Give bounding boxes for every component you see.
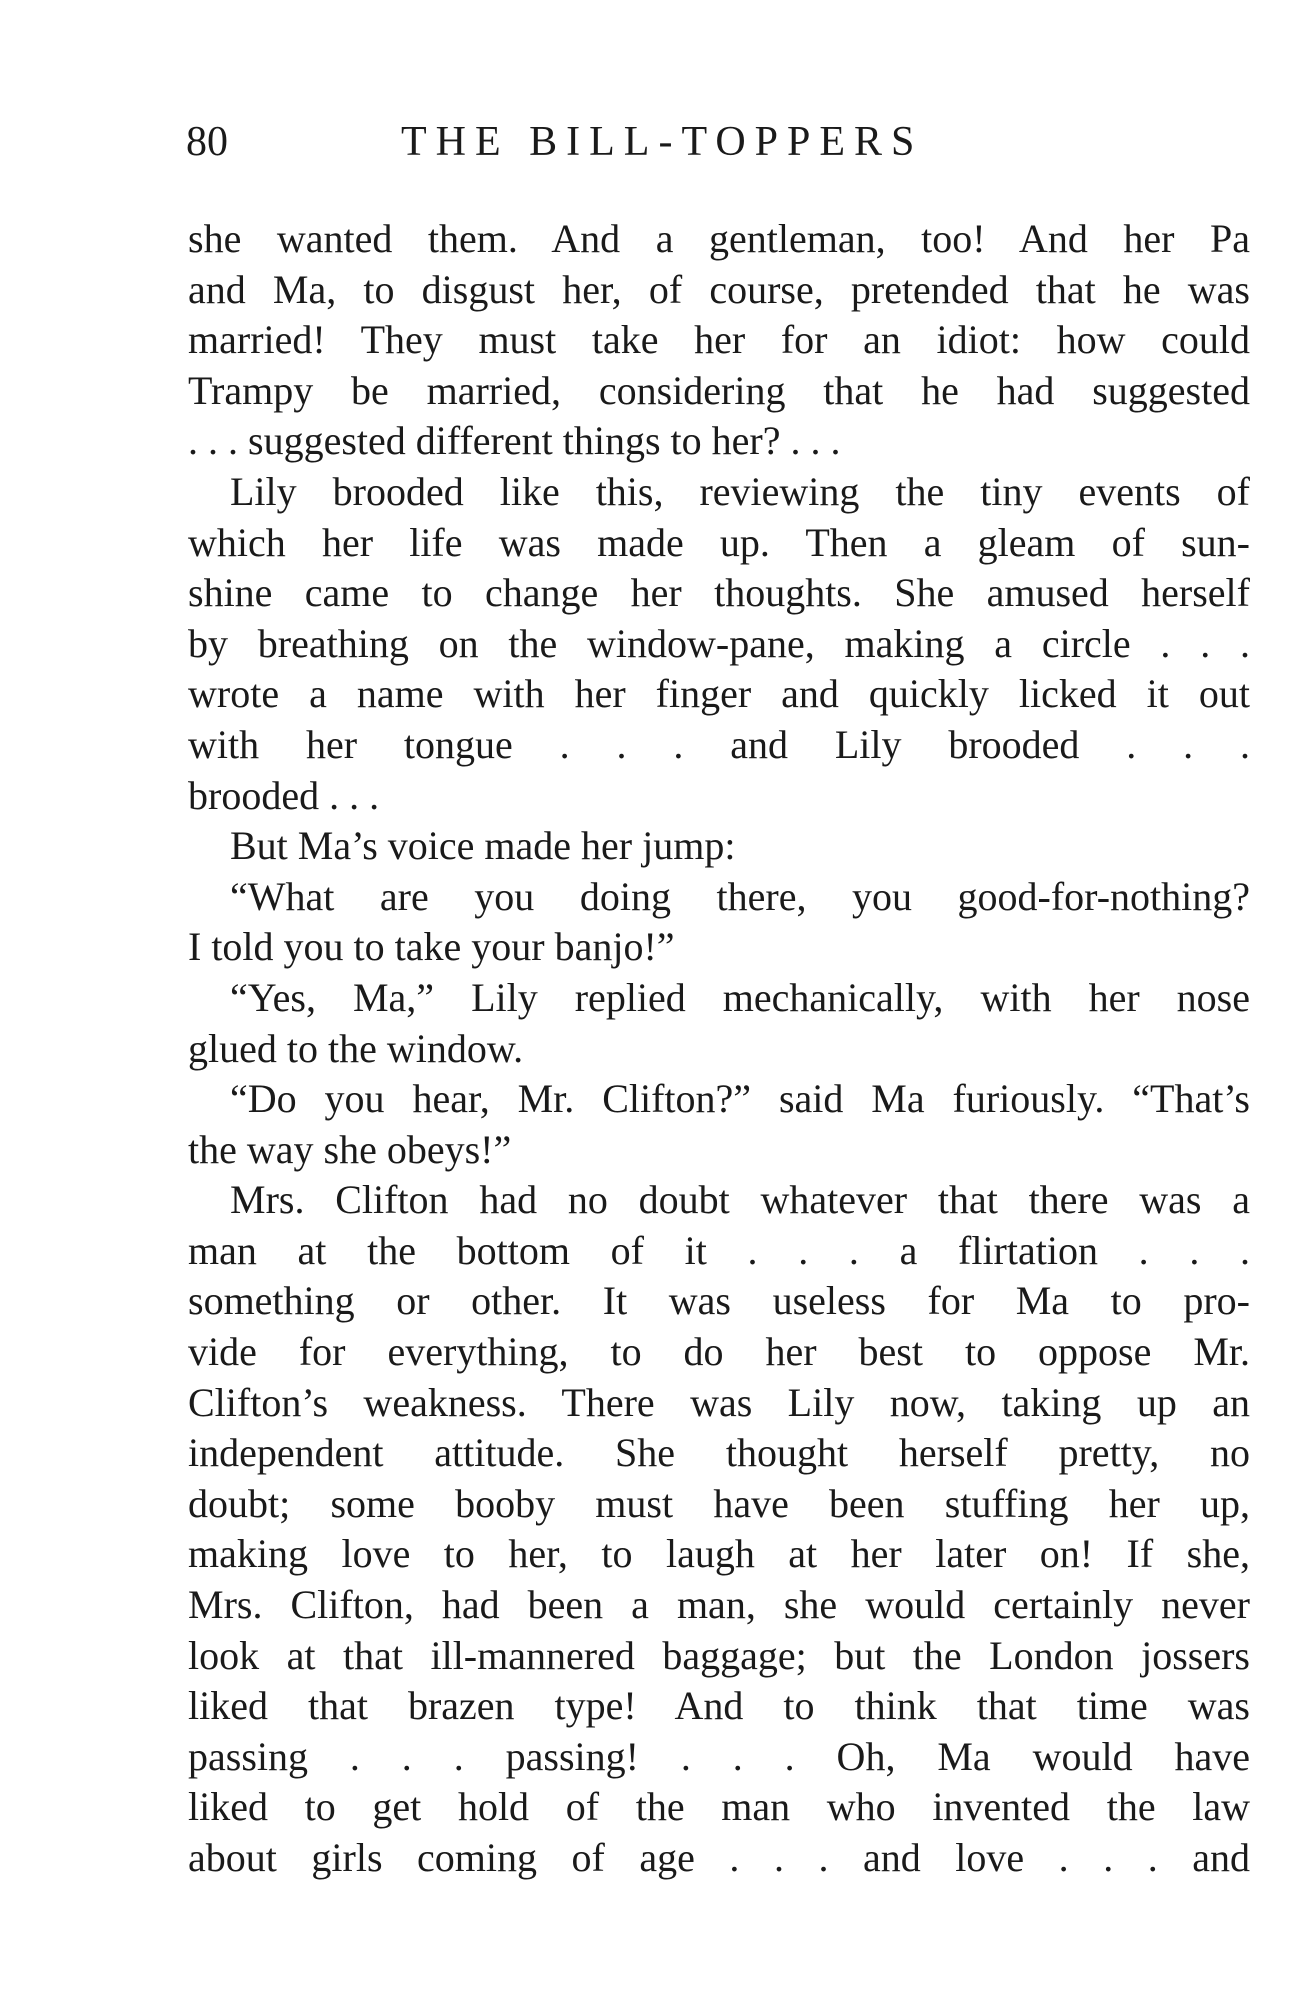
text-line: something or other. It was useless for Ma to pro- — [188, 1278, 1250, 1324]
text-line: and Ma, to disgust her, of course, pretended that he was — [188, 266, 1250, 312]
text-line: married! They must take her for an idiot: how could — [188, 317, 1250, 363]
text-line: “Yes, Ma,” Lily replied mechanically, with her nose — [230, 974, 1250, 1020]
text-line: about girls coming of age . . . and love . . . and — [188, 1835, 1250, 1880]
text-line: Clifton’s weakness. There was Lily now, taking up an — [188, 1379, 1250, 1425]
text-line: doubt; some booby must have been stuffing her up, — [188, 1480, 1250, 1526]
text-line: liked that brazen type! And to think that time was — [188, 1683, 1250, 1729]
text-line: by breathing on the window-pane, making a circle . . . — [188, 620, 1250, 666]
text-line: look at that ill-mannered baggage; but the London jossers — [188, 1632, 1250, 1678]
text-line: making love to her, to laugh at her later on! If she, — [188, 1531, 1250, 1577]
text-line: “What are you doing there, you good-for-nothing? — [230, 873, 1250, 919]
book-title: THE BILL-TOPPERS — [401, 119, 924, 165]
text-line: vide for everything, to do her best to oppose Mr. — [188, 1329, 1250, 1375]
text-line: the way she obeys!” — [188, 1126, 512, 1172]
text-line: passing . . . passing! . . . Oh, Ma would have — [188, 1733, 1250, 1779]
text-line: with her tongue . . . and Lily brooded . . . — [188, 721, 1250, 767]
text-line: wrote a name with her finger and quickly licked it out — [188, 671, 1250, 717]
text-line: I told you to take your banjo!” — [188, 924, 675, 970]
text-line: liked to get hold of the man who invented the law — [188, 1784, 1250, 1830]
text-line: Mrs. Clifton, had been a man, she would certainly never — [188, 1582, 1250, 1628]
page-number: 80 — [186, 119, 228, 165]
text-line: Trampy be married, considering that he had suggested — [188, 367, 1250, 413]
text-line: man at the bottom of it . . . a flirtation . . . — [188, 1227, 1250, 1273]
text-line: which her life was made up. Then a gleam of sun- — [188, 519, 1250, 565]
text-line: But Ma’s voice made her jump: — [230, 823, 736, 869]
text-line: she wanted them. And a gentleman, too! And her Pa — [188, 216, 1250, 261]
text-line: shine came to change her thoughts. She amused herself — [188, 570, 1250, 616]
text-line: . . . suggested different things to her? . . . — [188, 418, 841, 464]
running-head — [186, 112, 1246, 172]
text-line: independent attitude. She thought herself pretty, no — [188, 1430, 1250, 1476]
text-line: “Do you hear, Mr. Clifton?” said Ma furiously. “That’s — [230, 1076, 1250, 1122]
text-line: brooded . . . — [188, 772, 380, 818]
body-text — [188, 214, 1250, 1884]
text-line: Mrs. Clifton had no doubt whatever that there was a — [230, 1177, 1250, 1223]
text-line: Lily brooded like this, reviewing the tiny events of — [230, 468, 1250, 514]
text-line: glued to the window. — [188, 1025, 524, 1071]
